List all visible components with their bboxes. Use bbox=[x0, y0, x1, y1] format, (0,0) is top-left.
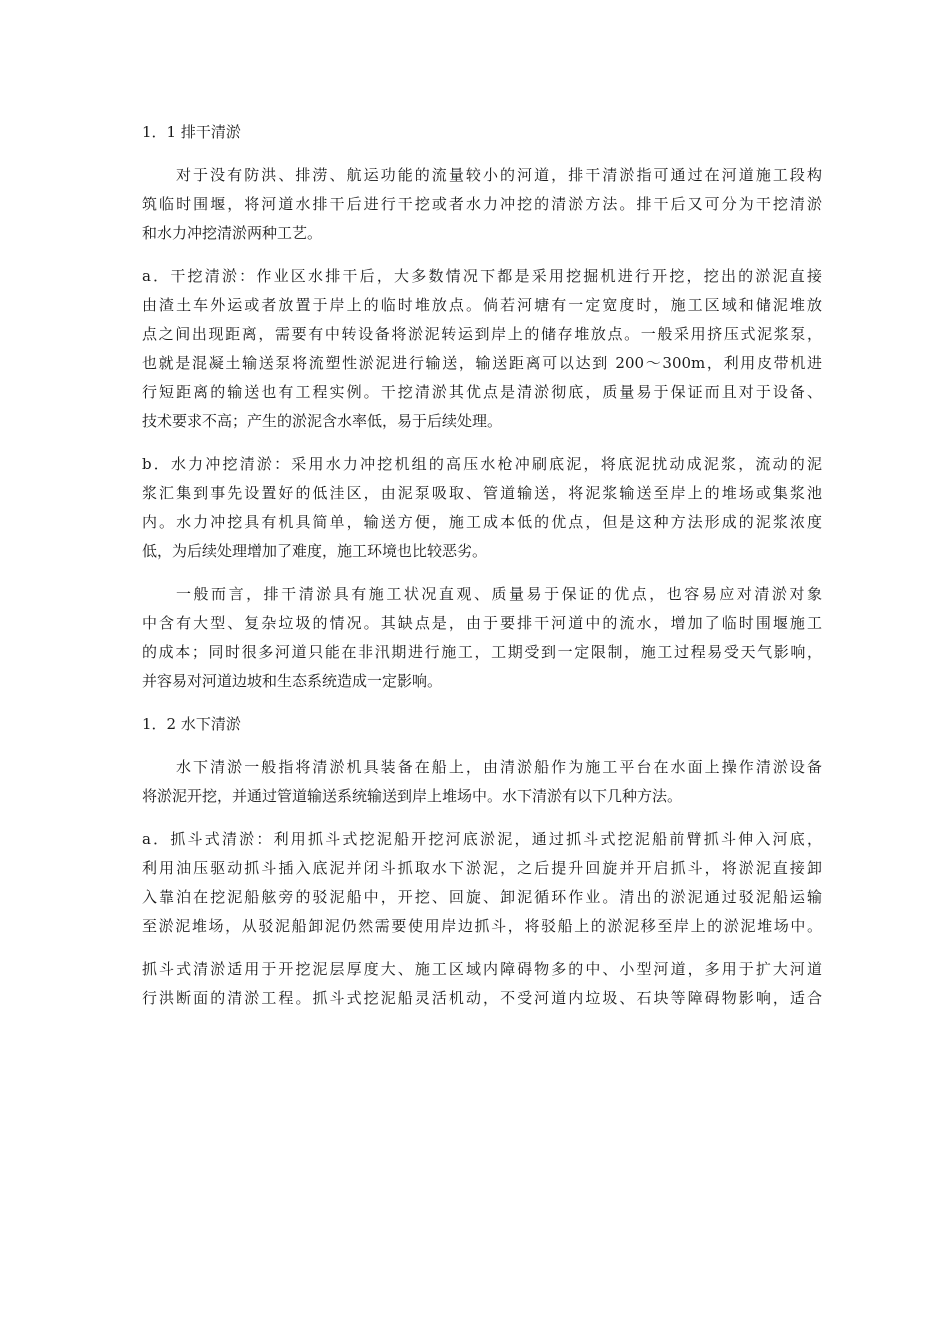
text-line: 筑临时围堰，将河道水排干后进行干挖或者水力冲挖的清淤方法。排干后又可分为干挖清淤 bbox=[142, 195, 822, 213]
paragraph-grab-dredging-continued bbox=[142, 955, 822, 1013]
text-line: 也就是混凝土输送泵将流塑性淤泥进行输送，输送距离可以达到 200～300m，利用皮带机进 bbox=[142, 354, 822, 372]
text-line: 并容易对河道边坡和生态系统造成一定影响。 bbox=[142, 672, 443, 690]
paragraph-intro-1-1 bbox=[142, 161, 822, 248]
text-line: 利用油压驱动抓斗插入底泥并闭斗抓取水下淤泥，之后提升回旋并开启抓斗，将淤泥直接卸 bbox=[142, 859, 822, 877]
paragraph-intro-1-2 bbox=[142, 753, 822, 811]
text-line: 行短距离的输送也有工程实例。干挖清淤其优点是清淤彻底，质量易于保证而且对于设备、 bbox=[142, 383, 822, 401]
paragraph-hydraulic-flushing bbox=[142, 450, 822, 566]
text-line: 中含有大型、复杂垃圾的情况。其缺点是，由于要排干河道中的流水，增加了临时围堰施工 bbox=[142, 614, 822, 632]
text-line: 点之间出现距离，需要有中转设备将淤泥转运到岸上的储存堆放点。一般采用挤压式泥浆泵， bbox=[142, 325, 822, 343]
text-line: 将淤泥开挖，并通过管道输送系统输送到岸上堆场中。水下清淤有以下几种方法。 bbox=[142, 787, 683, 805]
text-line: 抓斗式清淤适用于开挖泥层厚度大、施工区域内障碍物多的中、小型河道，多用于扩大河道 bbox=[142, 960, 822, 978]
text-line: 入靠泊在挖泥船舷旁的驳泥船中，开挖、回旋、卸泥循环作业。清出的淤泥通过驳泥船运输 bbox=[142, 888, 822, 906]
text-line: 浆汇集到事先设置好的低洼区，由泥泵吸取、管道输送，将泥浆输送至岸上的堆场或集浆池 bbox=[142, 484, 822, 502]
text-line: 由渣土车外运或者放置于岸上的临时堆放点。倘若河塘有一定宽度时，施工区域和储泥堆放 bbox=[142, 296, 822, 314]
text-line: 对于没有防洪、排涝、航运功能的流量较小的河道，排干清淤指可通过在河道施工段构 bbox=[176, 166, 822, 184]
text-line: 内。水力冲挖具有机具简单，输送方便，施工成本低的优点，但是这种方法形成的泥浆浓度 bbox=[142, 513, 822, 531]
text-line: 行洪断面的清淤工程。抓斗式挖泥船灵活机动，不受河道内垃圾、石块等障碍物影响，适合 bbox=[142, 989, 822, 1007]
text-line: 和水力冲挖清淤两种工艺。 bbox=[142, 224, 323, 242]
text-line: a．干挖清淤：作业区水排干后，大多数情况下都是采用挖掘机进行开挖，挖出的淤泥直接 bbox=[142, 267, 822, 285]
text-line: a．抓斗式清淤：利用抓斗式挖泥船开挖河底淤泥，通过抓斗式挖泥船前臂抓斗伸入河底， bbox=[142, 830, 822, 848]
paragraph-dry-excavation bbox=[142, 262, 822, 436]
paragraph-grab-dredging bbox=[142, 825, 822, 941]
section-heading-1-1: 1．1 排干清淤 bbox=[142, 123, 241, 141]
text-line: 的成本；同时很多河道只能在非汛期进行施工，工期受到一定限制，施工过程易受天气影响， bbox=[142, 643, 822, 661]
paragraph-summary-1-1 bbox=[142, 580, 822, 696]
text-line: 至淤泥堆场，从驳泥船卸泥仍然需要使用岸边抓斗，将驳船上的淤泥移至岸上的淤泥堆场中。 bbox=[142, 917, 822, 935]
text-line: b．水力冲挖清淤：采用水力冲挖机组的高压水枪冲刷底泥，将底泥扰动成泥浆，流动的泥 bbox=[142, 455, 822, 473]
text-line: 水下清淤一般指将清淤机具装备在船上，由清淤船作为施工平台在水面上操作清淤设备 bbox=[176, 758, 822, 776]
text-line: 一般而言，排干清淤具有施工状况直观、质量易于保证的优点，也容易应对清淤对象 bbox=[176, 585, 822, 603]
document-page bbox=[142, 118, 822, 1013]
text-line: 技术要求不高；产生的淤泥含水率低，易于后续处理。 bbox=[142, 412, 503, 430]
text-line: 低，为后续处理增加了难度，施工环境也比较恶劣。 bbox=[142, 542, 488, 560]
section-heading-1-2: 1．2 水下清淤 bbox=[142, 715, 241, 733]
